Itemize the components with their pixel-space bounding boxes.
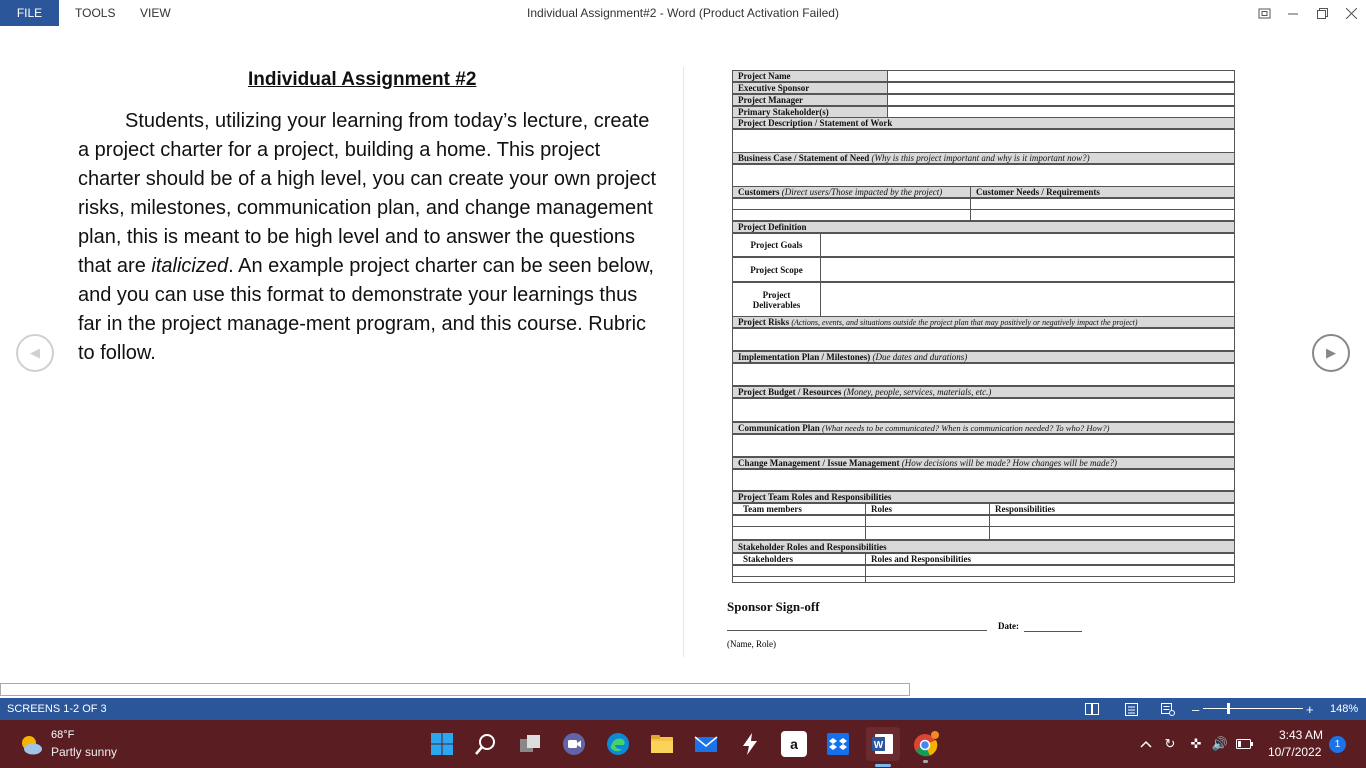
search-icon[interactable] xyxy=(473,731,499,757)
team-roles-columns xyxy=(732,503,1235,515)
view-menu[interactable]: VIEW xyxy=(140,6,171,20)
communication-header xyxy=(732,422,1235,434)
team-cell xyxy=(989,516,1236,526)
stakeholder-roles-header: Stakeholder Roles and Responsibilities xyxy=(732,540,1235,553)
window-title: Individual Assignment#2 - Word (Product Activation Failed) xyxy=(527,6,839,20)
chevron-left-icon: ◀ xyxy=(30,345,40,360)
implementation-note: (Due dates and durations) xyxy=(872,352,968,362)
definition-header: Project Definition xyxy=(732,221,1235,233)
team-cell xyxy=(989,527,1236,539)
change-management-field xyxy=(732,469,1235,491)
customers-label: Customers xyxy=(738,187,780,197)
description-header: Project Description / Statement of Work xyxy=(732,117,1235,129)
risks-header xyxy=(732,316,1235,328)
scope-label: Project Scope xyxy=(733,258,821,281)
zoom-slider-thumb[interactable] xyxy=(1227,703,1230,714)
volume-icon[interactable]: 🔊 xyxy=(1211,736,1229,751)
signature-line xyxy=(727,630,987,631)
date-label: Date: xyxy=(998,621,1019,631)
change-management-note: (How decisions will be made? How changes will be made?) xyxy=(901,458,1117,468)
minimize-icon[interactable] xyxy=(1279,0,1307,26)
video-chat-icon[interactable] xyxy=(561,731,587,757)
change-management-header xyxy=(732,457,1235,469)
team-members-label: Team members xyxy=(743,504,802,514)
zoom-level[interactable]: 148% xyxy=(1330,703,1359,715)
risks-note: (Actions, events, and situations outside the project plan that may positively or negatively impact the project) xyxy=(791,318,1138,327)
communication-note: (What needs to be communicated? When is communication needed? To who? How?) xyxy=(822,423,1110,433)
weather-temperature[interactable]: 68°F xyxy=(51,729,75,741)
stakeholder-cell xyxy=(865,577,1236,582)
print-layout-icon[interactable] xyxy=(1123,701,1139,717)
chevron-up-icon[interactable] xyxy=(1137,735,1155,753)
previous-screen-button[interactable] xyxy=(16,334,54,372)
date-line xyxy=(1024,631,1082,632)
read-mode-icon[interactable] xyxy=(1084,701,1100,717)
change-management-label: Change Management / Issue Management xyxy=(738,458,900,468)
roles-label: Roles xyxy=(865,504,989,514)
clock-date[interactable]: 10/7/2022 xyxy=(1268,745,1322,759)
file-menu[interactable]: FILE xyxy=(0,0,59,26)
goals-label: Project Goals xyxy=(733,234,821,256)
customer-needs-label: Customer Needs / Requirements xyxy=(970,187,1236,197)
next-screen-button[interactable] xyxy=(1312,334,1350,372)
deliverables-label: Project Deliverables xyxy=(733,283,821,316)
page-divider xyxy=(683,67,684,657)
charter-row-project-name xyxy=(732,70,1235,82)
chrome-browser-icon[interactable] xyxy=(913,731,939,757)
battery-icon[interactable] xyxy=(1236,735,1254,753)
business-case-field xyxy=(732,164,1235,187)
body-text-1: Students, utilizing your learning from today’s lecture, create a project charter for a project, building a home. This project charter should be of a high level, you can create your own project risks, milestones, communication plan, and change management plan, this is meant to be high level and to answer the questions that are xyxy=(78,110,657,277)
scope-row xyxy=(732,257,1235,282)
body-text-2: . An example project charter can be seen below, and you can use this format to demonstrate your learnings thus far in the project manage-ment program, and this course. Rubric to follow. xyxy=(78,255,654,364)
document-title: Individual Assignment #2 xyxy=(248,69,477,90)
name-role-label: (Name, Role) xyxy=(727,639,776,649)
customer-needs-cell xyxy=(970,210,1236,220)
description-field xyxy=(732,129,1235,153)
team-row-2 xyxy=(732,526,1235,540)
zoom-in-button[interactable]: + xyxy=(1306,701,1314,717)
document-body xyxy=(78,107,658,368)
budget-note: (Money, people, services, materials, etc.) xyxy=(843,387,992,397)
partly-sunny-icon[interactable] xyxy=(18,732,44,758)
stakeholders-label: Stakeholders xyxy=(743,554,794,564)
weather-description[interactable]: Partly sunny xyxy=(51,745,118,759)
sync-icon[interactable]: ↻ xyxy=(1164,736,1176,751)
file-explorer-icon[interactable] xyxy=(649,731,675,757)
executive-sponsor-label: Executive Sponsor xyxy=(733,83,888,93)
stakeholder-columns xyxy=(732,553,1235,565)
business-case-header xyxy=(732,152,1235,164)
implementation-field xyxy=(732,363,1235,386)
budget-header xyxy=(732,386,1235,398)
taskbar xyxy=(0,720,1366,768)
word-app-icon[interactable] xyxy=(866,727,900,761)
running-app-indicator xyxy=(923,760,928,763)
title-bar xyxy=(0,0,1366,26)
implementation-header xyxy=(732,351,1235,363)
stakeholder-cell xyxy=(865,566,1236,576)
screens-indicator: SCREENS 1-2 OF 3 xyxy=(7,703,107,715)
stakeholder-row-2 xyxy=(732,576,1235,583)
task-view-icon[interactable] xyxy=(517,731,543,757)
customers-heading xyxy=(738,187,942,198)
project-name-label: Project Name xyxy=(733,71,888,81)
team-cell xyxy=(865,527,989,539)
charter-row-executive-sponsor xyxy=(732,82,1235,94)
responsibilities-label: Responsibilities xyxy=(989,504,1236,514)
risks-label: Project Risks xyxy=(738,317,790,327)
chevron-right-icon: ▶ xyxy=(1326,345,1336,360)
active-app-indicator xyxy=(875,764,891,767)
team-roles-header: Project Team Roles and Responsibilities xyxy=(732,491,1235,503)
network-icon[interactable]: ✜ xyxy=(1190,736,1202,751)
tools-menu[interactable]: TOOLS xyxy=(75,6,116,20)
customers-note: (Direct users/Those impacted by the project) xyxy=(781,187,943,197)
customers-row-2 xyxy=(732,209,1235,221)
dropbox-icon[interactable] xyxy=(825,731,851,757)
project-manager-label: Project Manager xyxy=(733,95,888,105)
customer-needs-cell xyxy=(970,199,1236,209)
business-case-note: (Why is this project important and why is it important now?) xyxy=(871,153,1090,163)
fullscreen-icon[interactable] xyxy=(1250,0,1278,26)
primary-stakeholders-label: Primary Stakeholder(s) xyxy=(733,107,888,117)
web-layout-icon[interactable] xyxy=(1160,701,1176,717)
close-icon[interactable] xyxy=(1337,0,1365,26)
edge-browser-icon[interactable] xyxy=(605,731,631,757)
roles-responsibilities-label: Roles and Responsibilities xyxy=(865,554,1236,564)
budget-label: Project Budget / Resources xyxy=(738,387,842,397)
budget-field xyxy=(732,398,1235,422)
zoom-out-button[interactable]: – xyxy=(1192,701,1200,717)
zoom-slider[interactable] xyxy=(1203,708,1303,709)
implementation-label: Implementation Plan / Milestones) xyxy=(738,352,871,362)
amazon-icon[interactable]: a xyxy=(781,731,807,757)
communication-field xyxy=(732,434,1235,457)
body-text-italic: italicized xyxy=(151,255,229,277)
lightning-app-icon[interactable] xyxy=(737,731,763,757)
charter-row-project-manager xyxy=(732,94,1235,106)
notification-badge[interactable]: 1 xyxy=(1329,736,1346,753)
windows-start-icon[interactable] xyxy=(429,731,455,757)
horizontal-scrollbar[interactable] xyxy=(0,683,910,696)
customers-header xyxy=(732,186,1235,198)
restore-icon[interactable] xyxy=(1308,0,1336,26)
deliverables-row xyxy=(732,282,1235,317)
business-case-label: Business Case / Statement of Need xyxy=(738,153,870,163)
communication-label: Communication Plan xyxy=(738,423,820,433)
mail-icon[interactable] xyxy=(693,731,719,757)
risks-field xyxy=(732,328,1235,351)
goals-row xyxy=(732,233,1235,257)
header-divider xyxy=(887,70,888,117)
status-bar xyxy=(0,698,1366,720)
team-cell xyxy=(865,516,989,526)
sponsor-signoff-title: Sponsor Sign-off xyxy=(727,599,820,614)
clock-time[interactable]: 3:43 AM xyxy=(1279,728,1324,742)
svg-text:W: W xyxy=(873,740,884,751)
